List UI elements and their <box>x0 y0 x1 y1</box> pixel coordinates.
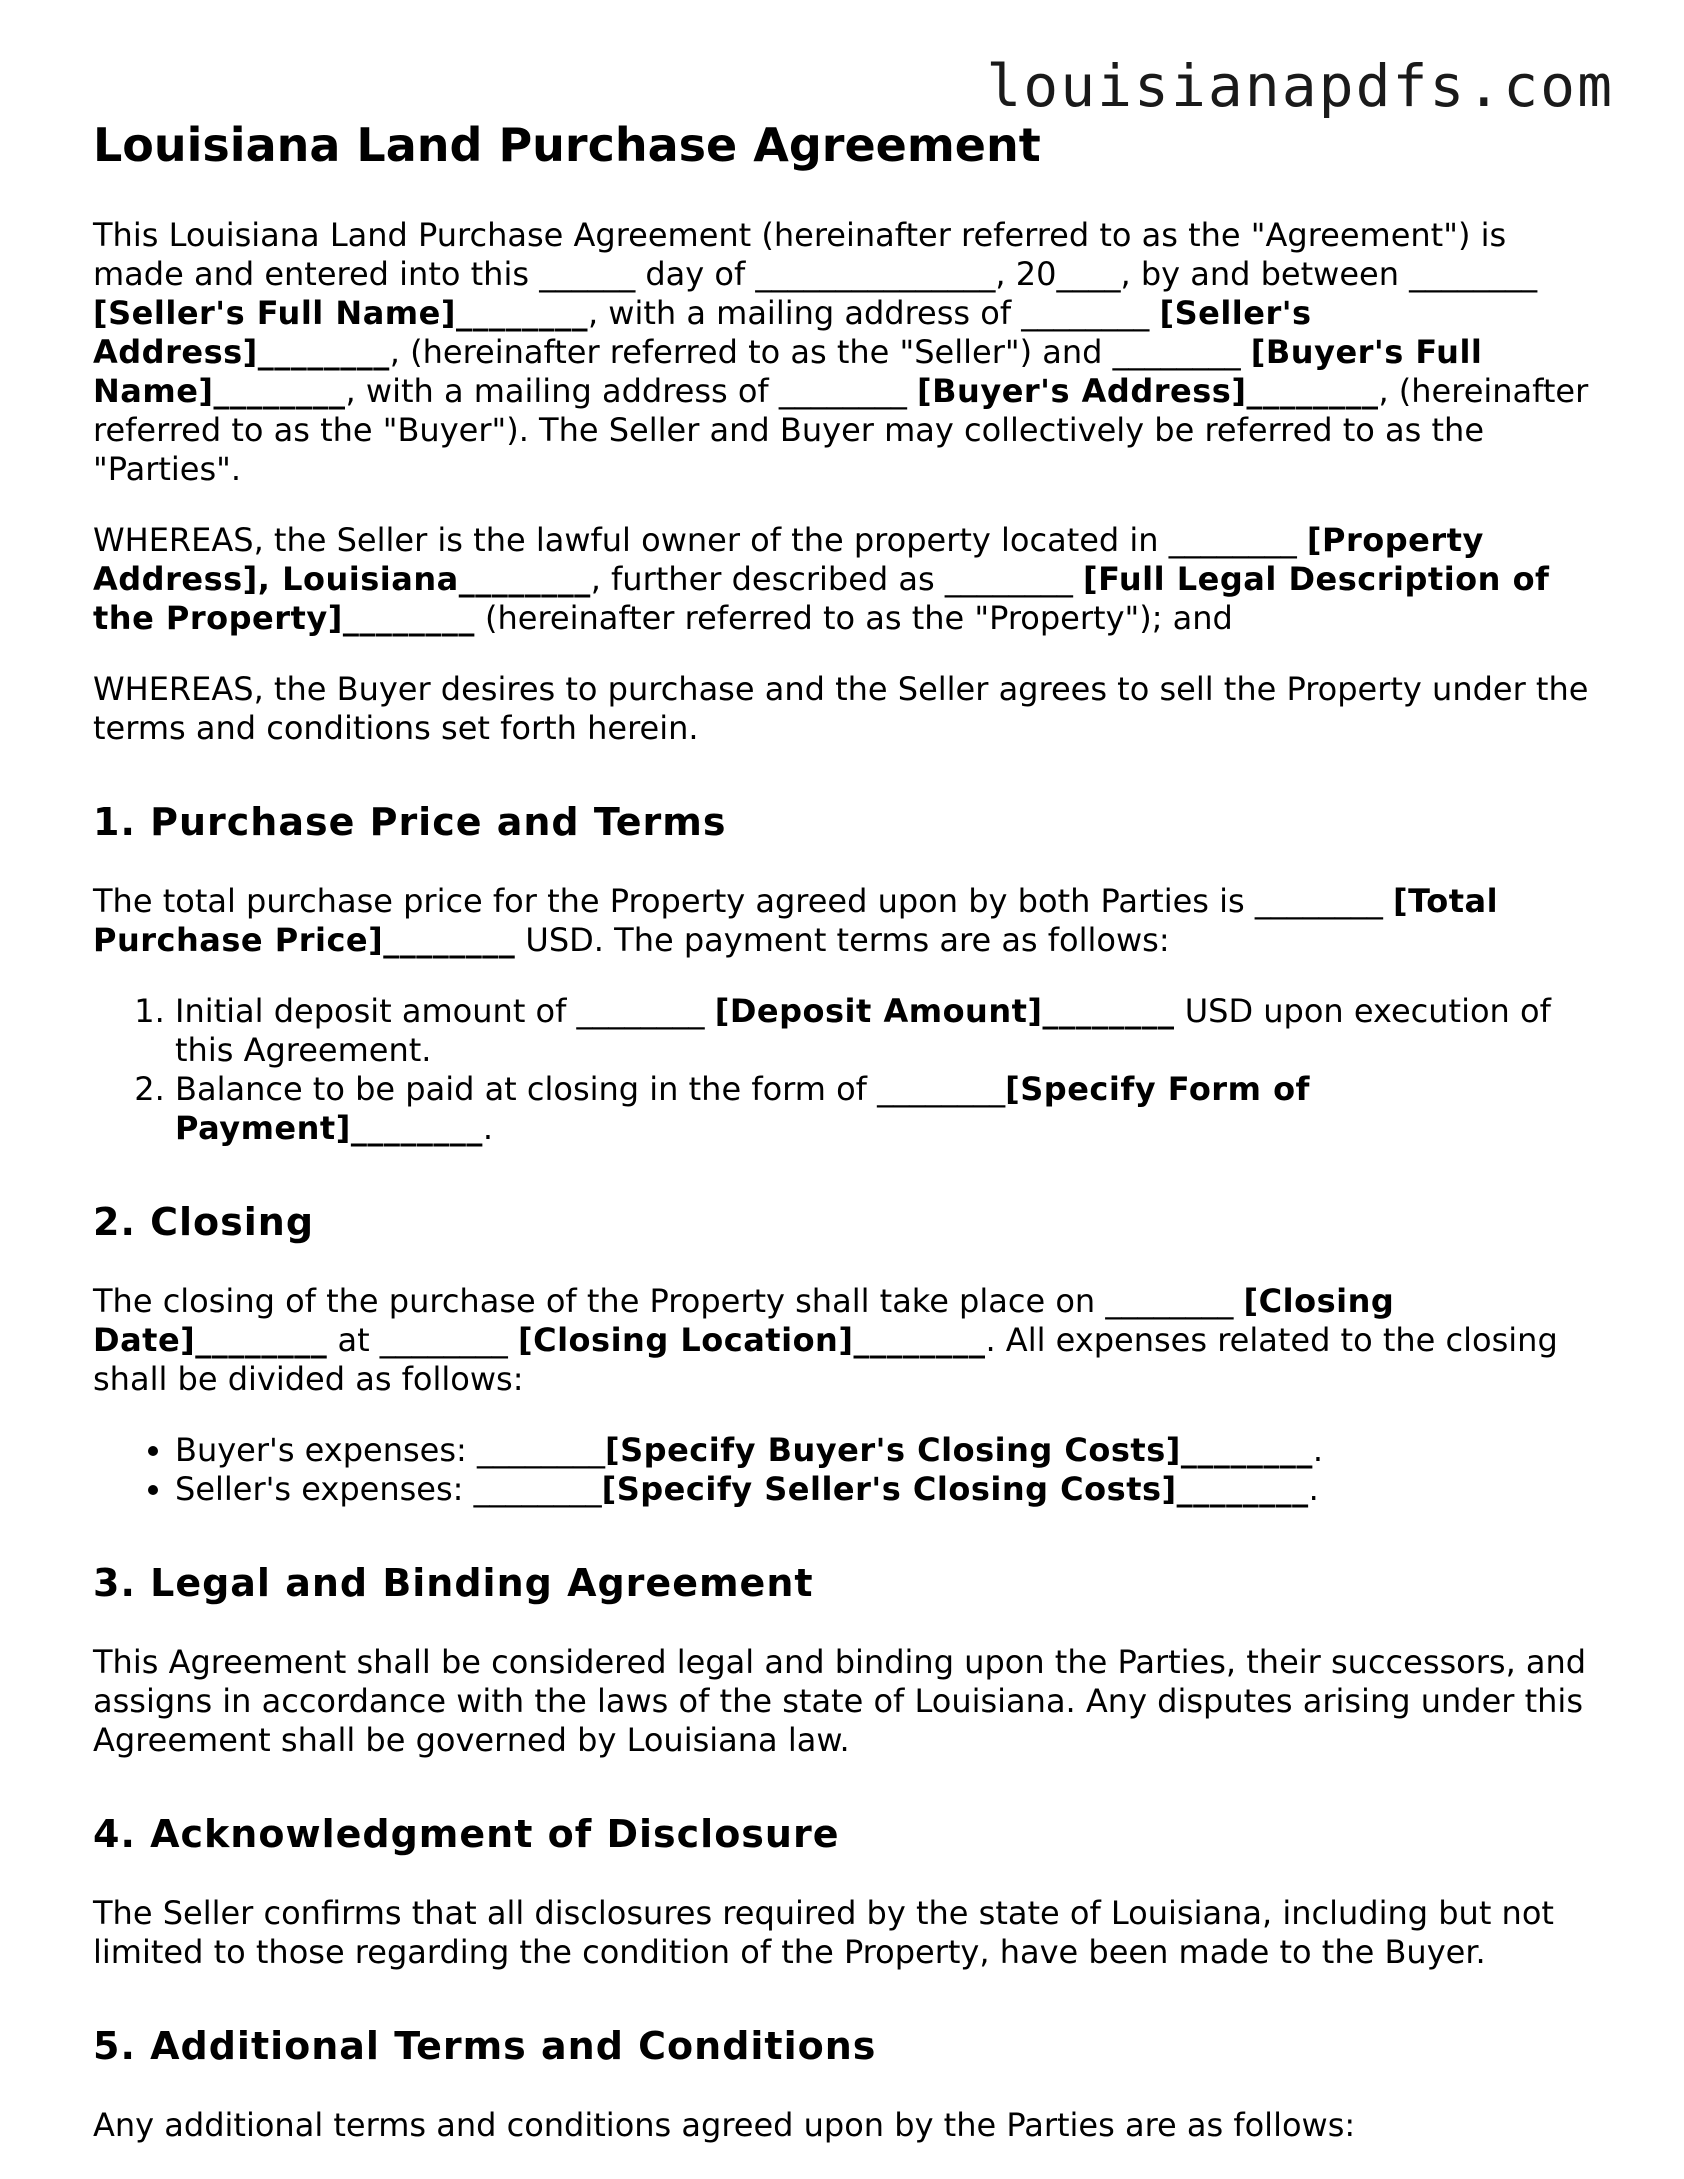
document-body <box>93 112 1603 2177</box>
disclosure-paragraph: The Seller confirms that all disclosures required by the state of Louisiana, including but not limited to those regarding the condition of the Property, have been made to the Buyer. <box>93 1894 1554 1971</box>
legal-description-field[interactable]: [Full Legal Description of the Property]________ <box>93 560 1550 637</box>
legal-binding-paragraph: This Agreement shall be considered legal and binding upon the Parties, their successors, and assigns in accordance with the laws of the state of Louisiana. Any disputes arising under this Agreement shall be governed by Louisiana law. <box>93 1643 1587 1759</box>
list-item: • Seller's expenses: ________[Specify Seller's Closing Costs]________. <box>175 1470 1603 1509</box>
closing-paragraph: The closing of the purchase of the Property shall take place on ________ [Closing Date]________ at ________ [Closing Location]________. All expenses related to the closing shall be divided as follows: <box>93 1282 1558 1398</box>
payment-terms-list <box>93 992 1603 1148</box>
seller-closing-costs-field[interactable]: [Specify Seller's Closing Costs]________ <box>601 1470 1309 1508</box>
buyer-name-field[interactable]: [Buyer's Full Name]________ <box>93 333 1483 410</box>
intro-paragraph: This Louisiana Land Purchase Agreement (hereinafter referred to as the "Agreement") is made and entered into this ______ day of _______________, 20____, by and between ________ [Seller's Full Name]________, with a mailing address of ________ [Seller's Address]________, (hereinafter referred to as the "Seller") and ________ [Buyer's Full Name]________, with a mailing address of ________ [Buyer's Address]________, (hereinafter referred to as the "Buyer"). The Seller and Buyer may collectively be referred to as the "Parties". <box>93 216 1589 488</box>
buyer-address-field[interactable]: [Buyer's Address]________ <box>917 372 1379 410</box>
buyer-closing-costs-field[interactable]: [Specify Buyer's Closing Costs]________ <box>604 1431 1313 1469</box>
section-heading-closing: 2. Closing <box>93 1200 315 1244</box>
additional-terms-paragraph: Any additional terms and conditions agreed upon by the Parties are as follows: <box>93 2106 1356 2144</box>
payment-form-field[interactable]: [Specify Form of Payment]________ <box>175 1070 1310 1147</box>
closing-location-field[interactable]: [Closing Location]________ <box>517 1321 986 1359</box>
section-heading-disclosure: 4. Acknowledgment of Disclosure <box>93 1812 840 1856</box>
list-item: 2. Balance to be paid at closing in the form of ________[Specify Form of Payment]________. <box>175 1070 1603 1148</box>
seller-name-field[interactable]: [Seller's Full Name]________ <box>93 294 588 332</box>
closing-expenses-list <box>93 1431 1603 1509</box>
purchase-price-paragraph: The total purchase price for the Property agreed upon by both Parties is ________ [Total Purchase Price]________ USD. The payment terms are as follows: <box>93 882 1499 959</box>
total-purchase-price-field[interactable]: [Total Purchase Price]________ <box>93 882 1499 959</box>
section-heading-legal-binding: 3. Legal and Binding Agreement <box>93 1561 814 1605</box>
closing-date-field[interactable]: [Closing Date]________ <box>93 1282 1395 1359</box>
section-heading-additional-terms: 5. Additional Terms and Conditions <box>93 2024 877 2068</box>
deposit-amount-field[interactable]: [Deposit Amount]________ <box>714 992 1175 1030</box>
whereas-property-paragraph: WHEREAS, the Seller is the lawful owner of the property located in ________ [Property Address], Louisiana________, further described as ________ [Full Legal Description of the Property]________ (hereinafter referred to as the "Property"); and <box>93 521 1550 637</box>
list-item: 1. Initial deposit amount of ________ [Deposit Amount]________ USD upon execution of this Agreement. <box>175 992 1603 1070</box>
whereas-purchase-paragraph: WHEREAS, the Buyer desires to purchase and the Seller agrees to sell the Property under the terms and conditions set forth herein. <box>93 670 1589 747</box>
seller-address-field[interactable]: [Seller's Address]________ <box>93 294 1312 371</box>
list-item: • Buyer's expenses: ________[Specify Buyer's Closing Costs]________. <box>175 1431 1603 1470</box>
section-heading-purchase-price: 1. Purchase Price and Terms <box>93 800 727 844</box>
watermark: louisianapdfs.com <box>986 52 1614 120</box>
property-address-field[interactable]: [Property Address], Louisiana________ <box>93 521 1484 598</box>
page-title: Louisiana Land Purchase Agreement <box>93 118 1041 172</box>
